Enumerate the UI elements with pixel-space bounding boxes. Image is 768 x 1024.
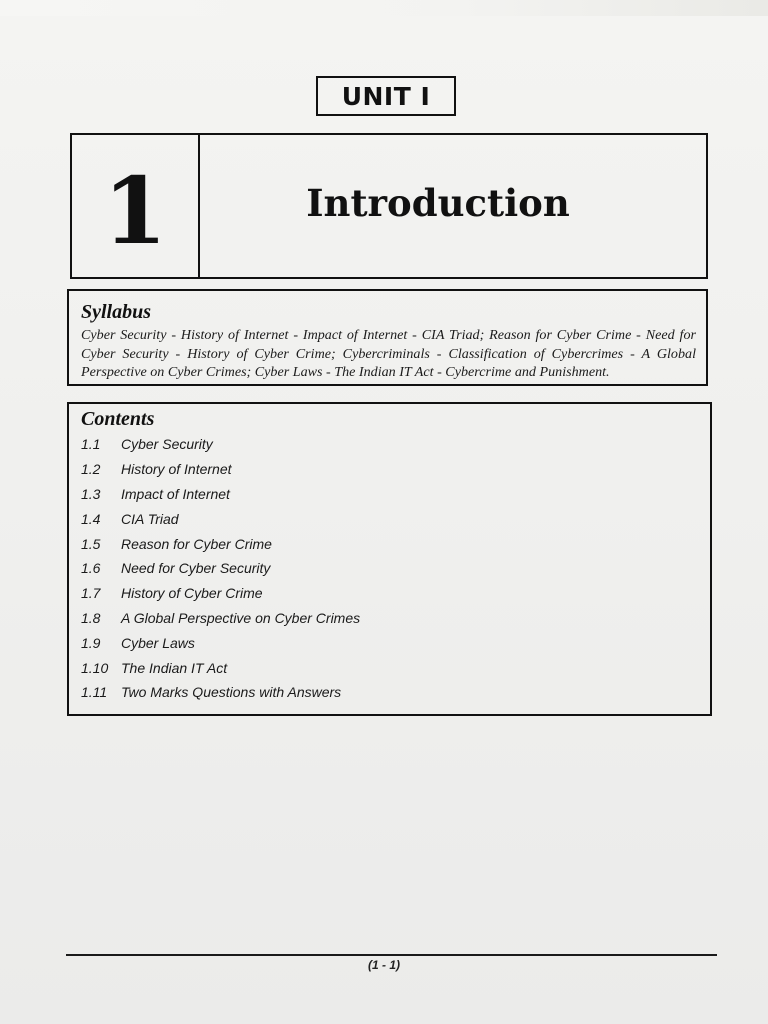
contents-item-number: 1.1 <box>81 436 101 453</box>
syllabus-heading: Syllabus <box>81 301 152 323</box>
contents-item <box>81 457 698 482</box>
contents-item-title: Impact of Internet <box>121 485 230 502</box>
contents-item <box>81 531 698 556</box>
contents-item <box>81 556 698 581</box>
page-top-edge <box>0 0 768 16</box>
contents-item-number: 1.5 <box>81 535 101 552</box>
contents-item-number: 1.4 <box>81 510 101 527</box>
contents-item <box>81 432 698 457</box>
contents-item-title: A Global Perspective on Cyber Crimes <box>121 609 361 626</box>
contents-item-title: Cyber Laws <box>121 634 195 651</box>
syllabus-text: Cyber Security - History of Internet - Impact of Internet - CIA Triad; Reason for Cyber Crime - Need for Cyber Security - History of Cyber Crime; Cybercriminals - Classification of Cybercrimes - A Global Perspective on Cyber Crimes; Cyber Laws - The Indian IT Act - Cybercrime and Punishment. <box>81 327 696 380</box>
contents-item-number: 1.10 <box>81 659 109 676</box>
contents-item <box>81 606 698 631</box>
contents-item <box>81 506 698 531</box>
contents-item <box>81 680 698 705</box>
contents-item <box>81 655 698 680</box>
contents-heading: Contents <box>81 408 155 430</box>
contents-item <box>81 630 698 655</box>
contents-item-number: 1.6 <box>81 560 101 577</box>
contents-item-title: Cyber Security <box>121 436 213 453</box>
contents-item-number: 1.2 <box>81 461 101 478</box>
chapter-number: 1 <box>72 135 200 277</box>
contents-item <box>81 482 698 507</box>
contents-item-number: 1.8 <box>81 609 101 626</box>
contents-item-number: 1.3 <box>81 485 101 502</box>
contents-item <box>81 581 698 606</box>
contents-item-number: 1.9 <box>81 634 101 651</box>
page-number: (1 - 1) <box>367 958 400 972</box>
syllabus-box <box>67 289 708 386</box>
footer-divider <box>66 954 717 956</box>
contents-item-title: Reason for Cyber Crime <box>121 535 272 552</box>
contents-item-number: 1.7 <box>81 585 101 602</box>
contents-item-title: The Indian IT Act <box>121 659 228 676</box>
contents-box <box>67 402 712 716</box>
contents-item-title: History of Internet <box>121 461 232 478</box>
chapter-header <box>70 133 708 279</box>
contents-item-title: History of Cyber Crime <box>121 585 263 602</box>
chapter-title: Introduction <box>306 181 570 225</box>
contents-item-number: 1.11 <box>81 684 108 701</box>
contents-item-title: Need for Cyber Security <box>121 560 271 577</box>
unit-label: UNIT I <box>316 76 456 116</box>
contents-item-title: CIA Triad <box>121 510 179 527</box>
contents-item-title: Two Marks Questions with Answers <box>121 684 342 701</box>
contents-list <box>81 432 698 705</box>
